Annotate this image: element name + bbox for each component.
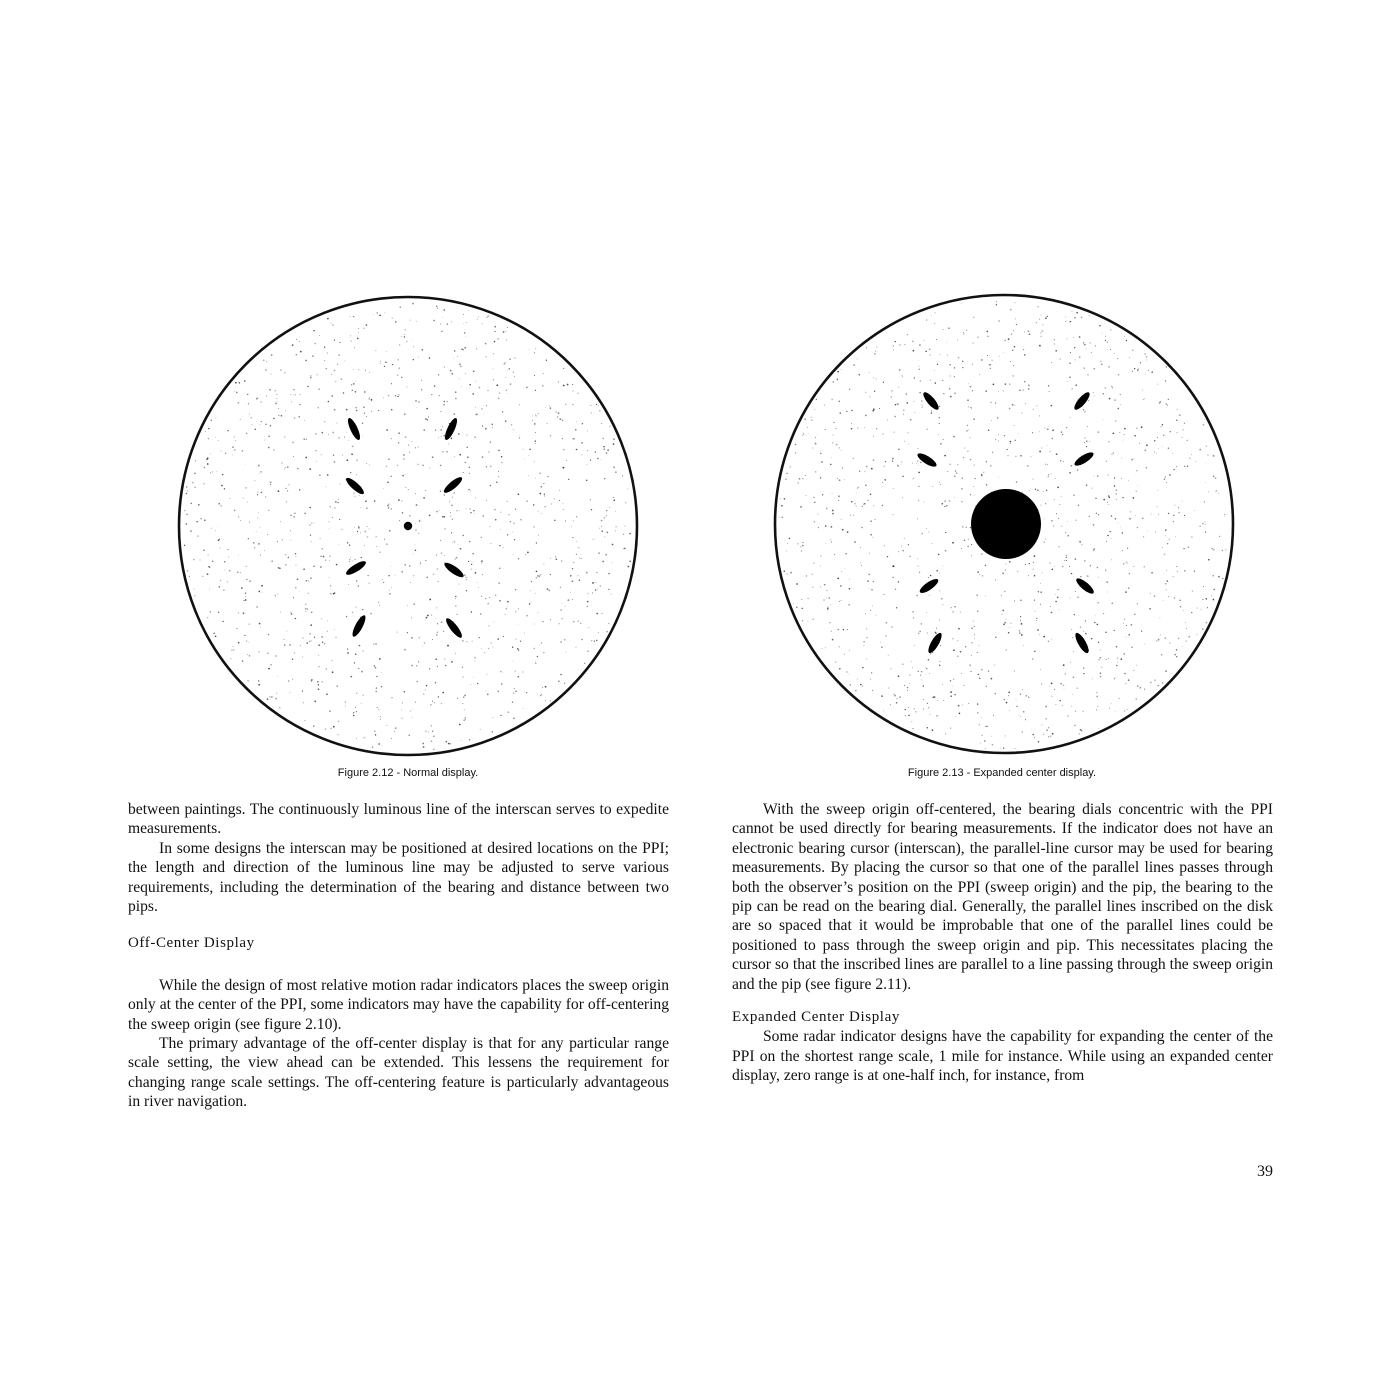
paragraph: In some designs the interscan may be positioned at desired locations on the PPI; the length and direction of the luminous line may be adjusted to serve various requirements, including the determination of the bearing and distance between two pips. <box>128 839 669 916</box>
echo-pip <box>346 417 363 442</box>
ppi-normal-display-illustration <box>174 292 642 760</box>
echo-pip <box>1074 576 1096 596</box>
ppi-expanded-center-illustration <box>772 292 1240 760</box>
echo-pip <box>443 560 466 579</box>
text-column-right <box>732 800 1273 1086</box>
figure-expanded-center-display <box>772 292 1240 760</box>
echo-pip <box>350 614 368 639</box>
echo-pip <box>344 476 366 497</box>
text-column-left <box>128 800 669 1112</box>
sweep-origin-dot <box>404 522 412 530</box>
echo-pip <box>921 390 941 412</box>
paragraph: The primary advantage of the off-center display is that for any particular range scale setting, the view ahead can be extended. This lessens the requirement for changing range scale settings. The off-centering feature is particularly advantageous in river navigation. <box>128 1035 669 1111</box>
figure-caption: Figure 2.13 - Expanded center display. <box>907 767 1097 779</box>
echo-pip <box>444 616 464 639</box>
echo-pip <box>344 559 367 577</box>
paragraph: While the design of most relative motion radar indicators places the sweep origin only at the center of the PPI, some indicators may have the capability for off-centering the sweep origin (see figure 2.10). <box>128 976 669 1033</box>
echo-pip <box>1072 390 1092 412</box>
paragraph: Some radar indicator designs have the capability for expanding the center of the PPI on the shortest range scale, 1 mile for instance. While using an expanded center display, zero range is at one-half inch, for instance, from <box>732 1028 1273 1085</box>
paragraph: between paintings. The continuously luminous line of the interscan serves to expedite measurements. <box>128 801 669 838</box>
echo-pip <box>1073 450 1096 468</box>
figure-normal-display <box>174 292 642 760</box>
echo-pip <box>916 451 939 469</box>
echo-pip <box>442 475 464 495</box>
echo-pip <box>1073 631 1091 655</box>
figure-caption: Figure 2.12 - Normal display. <box>337 767 479 779</box>
expanded-center-hole <box>971 489 1041 559</box>
paragraph: With the sweep origin off-centered, the bearing dials concentric with the PPI cannot be used directly for bearing measurements. If the indicator does not have an electronic bearing cursor (interscan), the parallel-line cursor may be used for bearing measurements. By placing the cursor so that one of the parallel lines passes through both the observer’s position on the PPI (sweep origin) and the pip, the bearing to the pip can be read on the bearing dial. Generally, the parallel lines inscribed on the disk are so spaced that it would be improbable that one of the parallel lines could be positioned to pass through the sweep origin and pip. This necessitates placing the cursor so that the inscribed lines are parallel to a line passing through the sweep origin and the pip (see figure 2.11). <box>732 801 1273 993</box>
echo-pip <box>926 631 944 655</box>
section-heading: Expanded Center Display <box>732 1009 900 1026</box>
echo-pip <box>918 577 940 596</box>
section-heading: Off-Center Display <box>128 935 255 952</box>
page-number: 39 <box>1257 1163 1273 1180</box>
